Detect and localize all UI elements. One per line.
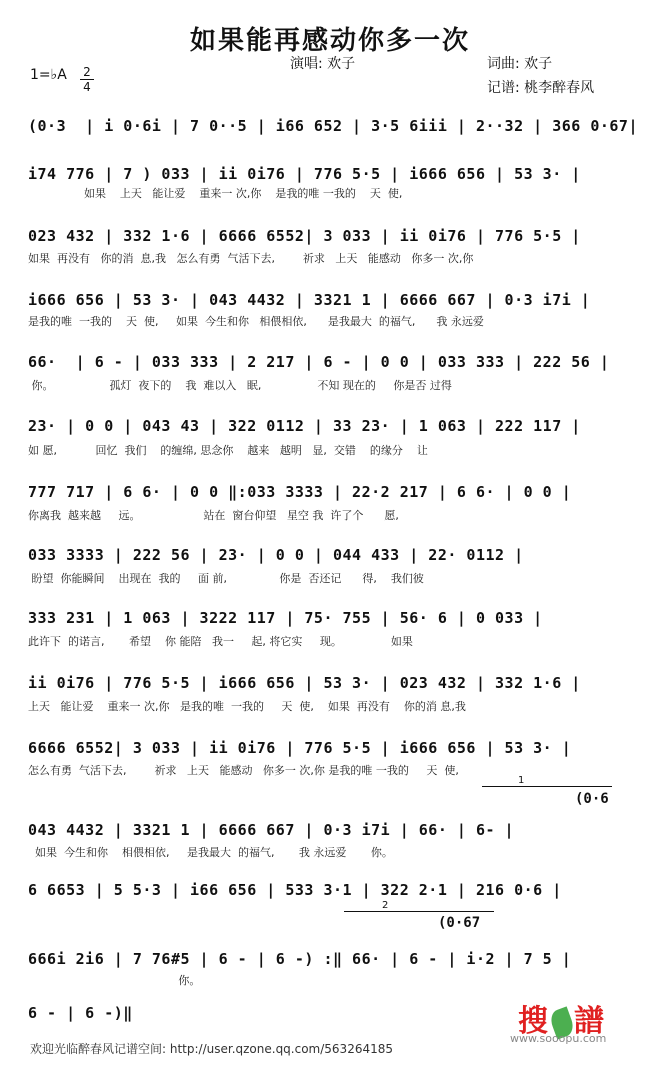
notation-line: 6 6653 | 5 5·3 | i66 656 | 533 3·1 | 322 2·1 | 216 0·6 | [28, 881, 562, 899]
lyric-line: 你离我 越来越 远。 站在 窗台仰望 星空 我 许了个 愿, [28, 509, 399, 522]
notation-line: 66· | 6 - | 033 333 | 2 217 | 6 - | 0 0 | 033 333 | 222 56 | [28, 353, 610, 371]
lyric-line: 如果 今生和你 相偎相依, 是我最大 的福气, 我 永远爱 你。 [28, 846, 393, 859]
volta-pickup: (0·67 [438, 915, 481, 931]
lyric-line: 如果 上天 能让爱 重来一 次,你 是我的唯 一我的 天 使, [28, 187, 403, 200]
logo-url: www.sooopu.com [510, 1032, 607, 1045]
footer-text: 欢迎光临醉春风记谱空间: http://user.qzone.qq.com/563264185 [30, 1042, 394, 1056]
notation-line: 6666 6552| 3 033 | ii 0i76 | 776 5·5 | i666 656 | 53 3· | [28, 739, 572, 757]
lyric-line: 你。 [28, 974, 201, 987]
lyric-line: 此许下 的诺言, 希望 你 能陪 我一 起, 将它实 现。 如果 [28, 635, 413, 648]
volta-pickup: (0·6 [575, 791, 609, 807]
lyric-line: 如果 再没有 你的消 息,我 怎么有勇 气活下去, 祈求 上天 能感动 你多一 次,你 [28, 252, 474, 265]
logo-text-left: 搜 [518, 1004, 550, 1039]
lyric-line: 怎么有勇 气活下去, 祈求 上天 能感动 你多一 次,你 是我的唯 一我的 天 使, [28, 764, 459, 777]
logo-text-right: 譜 [574, 1004, 606, 1039]
notation-line: 666i 2i6 | 7 76#5 | 6 - | 6 -) :‖ 66· | 6 - | i·2 | 7 5 | [28, 950, 572, 968]
volta-number: 2 [382, 900, 389, 911]
notation-line: ii 0i76 | 776 5·5 | i666 656 | 53 3· | 023 432 | 332 1·6 | [28, 674, 581, 692]
notation-line: 043 4432 | 3321 1 | 6666 667 | 0·3 i7i | 66· | 6- | [28, 821, 515, 839]
lyric-line: 是我的唯 一我的 天 使, 如果 今生和你 相偎相依, 是我最大 的福气, 我 永远爱 [28, 315, 484, 328]
notation-line: 023 432 | 332 1·6 | 6666 6552| 3 033 | ii 0i76 | 776 5·5 | [28, 227, 581, 245]
time-signature [80, 66, 94, 93]
lyric-line: 盼望 你能瞬间 出现在 我的 面 前, 你是 否还记 得, 我们彼 [28, 572, 424, 585]
notation-line: i74 776 | 7 ) 033 | ii 0i76 | 776 5·5 | i666 656 | 53 3· | [28, 165, 581, 183]
time-denominator: 4 [83, 80, 91, 94]
lyric-line: 你。 孤灯 夜下的 我 难以入 眠, 不知 现在的 你是否 过得 [28, 379, 452, 392]
time-numerator: 2 [83, 65, 91, 79]
notation-line: 333 231 | 1 063 | 3222 117 | 75· 755 | 56· 6 | 0 033 | [28, 609, 543, 627]
notation-line: 777 717 | 6 6· | 0 0 ‖:033 3333 | 22·2 217 | 6 6· | 0 0 | [28, 483, 572, 501]
notation-line: i666 656 | 53 3· | 043 4432 | 3321 1 | 6666 667 | 0·3 i7i | [28, 291, 591, 309]
notation-line: 033 3333 | 222 56 | 23· | 0 0 | 044 433 | 22· 0112 | [28, 546, 524, 564]
key-signature: 1=♭A [30, 67, 67, 83]
transcriber-credit: 记谱: 桃李醉春风 [487, 80, 595, 96]
lyric-line [28, 140, 638, 156]
notation-line: (0·3 | i 0·6i | 7 0··5 | i66 652 | 3·5 6iii | 2··32 | 366 0·67| [28, 117, 638, 135]
composer-credit: 词曲: 欢子 [487, 56, 553, 72]
notation-line: 6 - | 6 -)‖ [28, 1004, 133, 1022]
volta-number: 1 [518, 775, 525, 786]
notation-line: 23· | 0 0 | 043 43 | 322 0112 | 33 23· | 1 063 | 222 117 | [28, 417, 581, 435]
lyric-line: 如 愿, 回忆 我们 的缠绵, 思念你 越来 越明 显, 交错 的缘分 让 [28, 444, 428, 457]
song-title: 如果能再感动你多一次 [189, 26, 470, 56]
lyric-line: 上天 能让爱 重来一 次,你 是我的唯 一我的 天 使, 如果 再没有 你的消 息,我 [28, 700, 466, 713]
singer-credit: 演唱: 欢子 [290, 56, 356, 72]
